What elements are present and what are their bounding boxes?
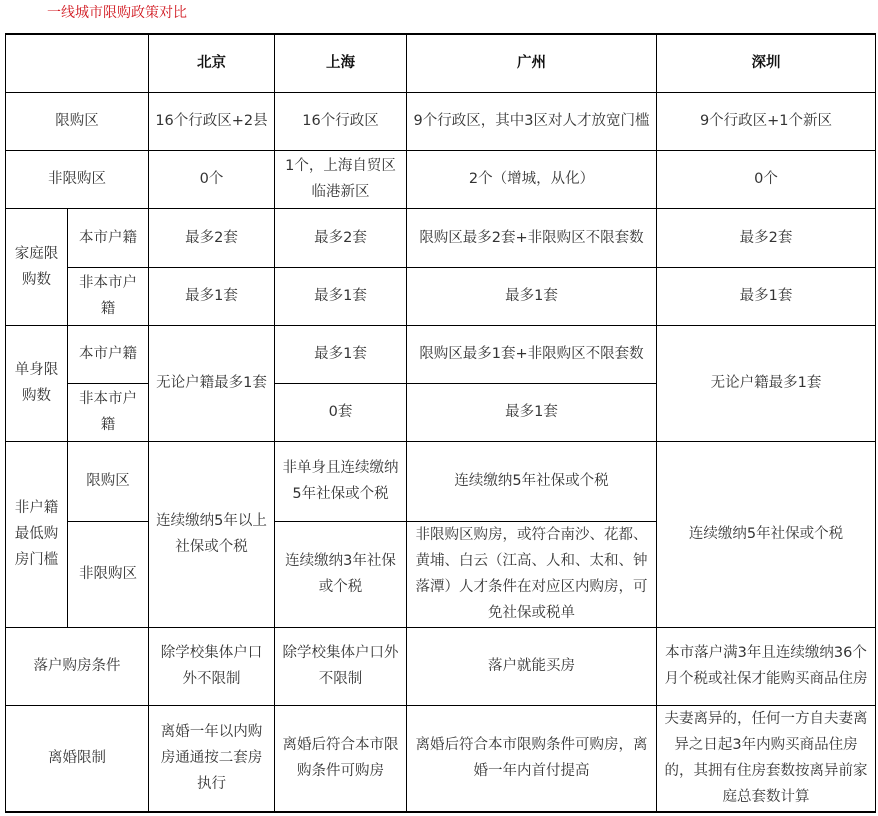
group-label: 家庭限购数 — [6, 208, 68, 325]
corner-cell — [6, 34, 149, 92]
cell: 最多2套 — [657, 208, 876, 267]
sub-label: 本市户籍 — [68, 208, 149, 267]
cell: 9个行政区，其中3区对人才放宽门槛 — [407, 92, 657, 150]
table-row — [6, 325, 876, 383]
cell: 最多2套 — [275, 208, 407, 267]
cell: 最多1套 — [407, 383, 657, 441]
cell: 无论户籍最多1套 — [657, 325, 876, 441]
group-label: 非户籍最低购房门槛 — [6, 441, 68, 627]
cell: 最多1套 — [657, 267, 876, 325]
cell: 限购区最多2套+非限购区不限套数 — [407, 208, 657, 267]
table-row — [6, 267, 876, 325]
cell: 非限购区购房，或符合南沙、花都、黄埔、白云（江高、人和、太和、钟落潭）人才条件在对应区内购房，可免社保或税单 — [407, 521, 657, 627]
cell: 最多1套 — [407, 267, 657, 325]
header-row — [6, 34, 876, 92]
sub-label: 非本市户籍 — [68, 267, 149, 325]
cell: 最多1套 — [149, 267, 275, 325]
cell: 最多1套 — [275, 267, 407, 325]
cell: 连续缴纳5年社保或个税 — [657, 441, 876, 627]
header-beijing: 北京 — [149, 34, 275, 92]
cell: 除学校集体户口外不限制 — [149, 627, 275, 705]
cell: 9个行政区+1个新区 — [657, 92, 876, 150]
cell: 离婚一年以内购房通通按二套房执行 — [149, 705, 275, 812]
header-guangzhou: 广州 — [407, 34, 657, 92]
sub-label: 本市户籍 — [68, 325, 149, 383]
cell: 0个 — [657, 150, 876, 208]
group-label: 单身限购数 — [6, 325, 68, 441]
table-row — [6, 441, 876, 521]
cell: 2个（增城，从化） — [407, 150, 657, 208]
policy-comparison-table — [5, 33, 876, 813]
cell: 0个 — [149, 150, 275, 208]
row-label: 落户购房条件 — [6, 627, 149, 705]
cell: 最多2套 — [149, 208, 275, 267]
cell: 本市落户满3年且连续缴纳36个月个税或社保才能购买商品住房 — [657, 627, 876, 705]
cell: 除学校集体户口外不限制 — [275, 627, 407, 705]
cell: 连续缴纳3年社保或个税 — [275, 521, 407, 627]
cell: 离婚后符合本市限购条件可购房 — [275, 705, 407, 812]
cell: 0套 — [275, 383, 407, 441]
table-row — [6, 92, 876, 150]
sub-label: 限购区 — [68, 441, 149, 521]
cell: 夫妻离异的，任何一方自夫妻离异之日起3年内购买商品住房的，其拥有住房套数按离异前家庭总套数计算 — [657, 705, 876, 812]
row-label: 限购区 — [6, 92, 149, 150]
cell: 最多1套 — [275, 325, 407, 383]
page-title: 一线城市限购政策对比 — [47, 5, 187, 21]
cell: 非单身且连续缴纳5年社保或个税 — [275, 441, 407, 521]
sub-label: 非本市户籍 — [68, 383, 149, 441]
header-shanghai: 上海 — [275, 34, 407, 92]
cell: 16个行政区 — [275, 92, 407, 150]
row-label: 离婚限制 — [6, 705, 149, 812]
header-shenzhen: 深圳 — [657, 34, 876, 92]
cell: 离婚后符合本市限购条件可购房，离婚一年内首付提高 — [407, 705, 657, 812]
row-label: 非限购区 — [6, 150, 149, 208]
cell: 限购区最多1套+非限购区不限套数 — [407, 325, 657, 383]
table-row — [6, 208, 876, 267]
cell: 落户就能买房 — [407, 627, 657, 705]
cell: 连续缴纳5年以上社保或个税 — [149, 441, 275, 627]
table-row — [6, 150, 876, 208]
cell: 1个，上海自贸区临港新区 — [275, 150, 407, 208]
table-row — [6, 705, 876, 812]
sub-label: 非限购区 — [68, 521, 149, 627]
cell: 无论户籍最多1套 — [149, 325, 275, 441]
cell: 16个行政区+2县 — [149, 92, 275, 150]
cell: 连续缴纳5年社保或个税 — [407, 441, 657, 521]
table-row — [6, 627, 876, 705]
